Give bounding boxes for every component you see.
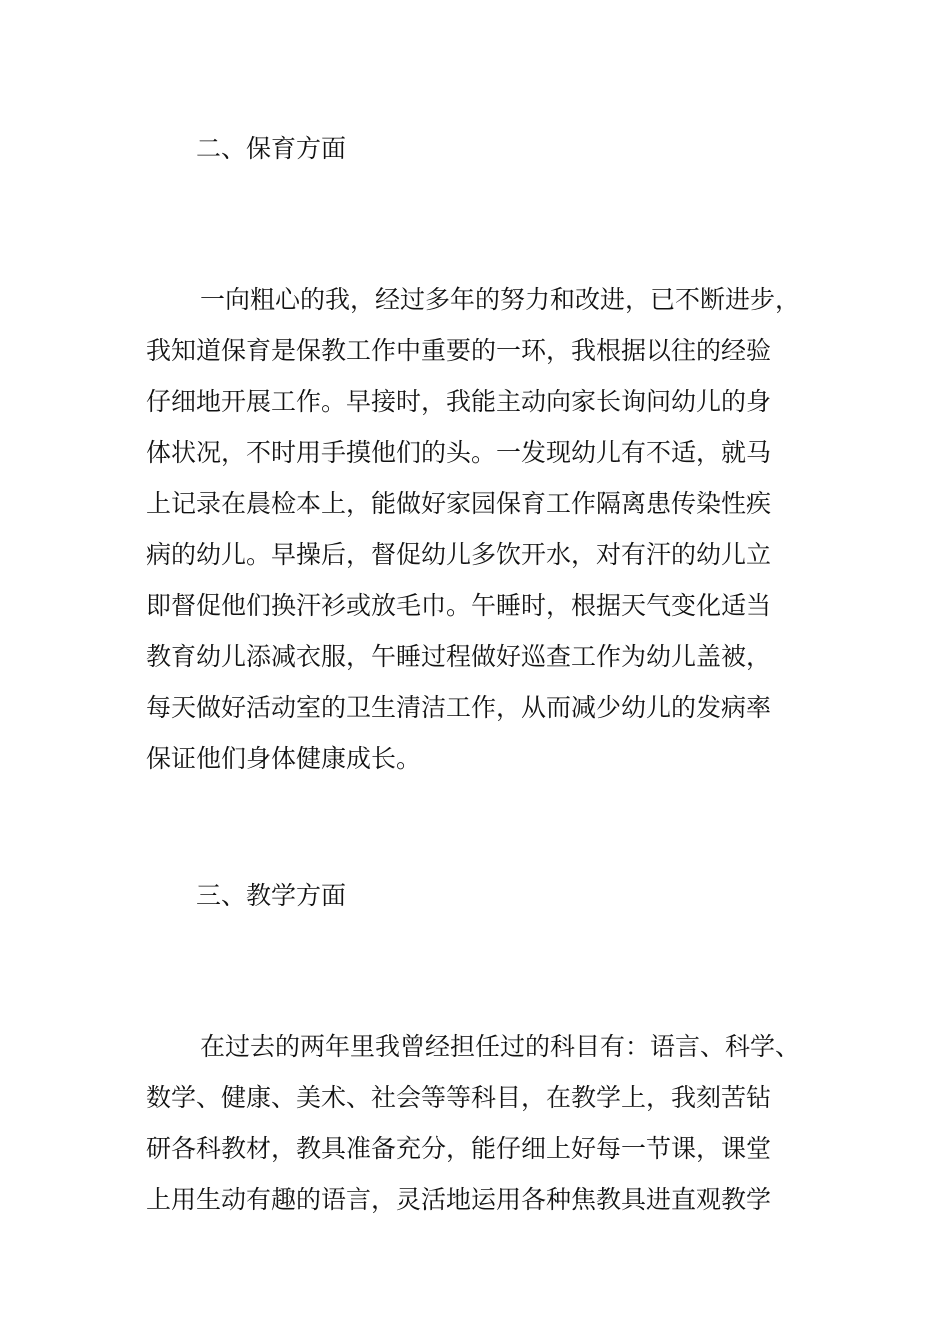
paragraph-childcare <box>146 274 826 784</box>
paragraph-line: 研各科教材，教具准备充分，能仔细上好每一节课，课堂 <box>146 1134 772 1163</box>
paragraph-line: 在过去的两年里我曾经担任过的科目有：语言、科学、 <box>200 1032 801 1061</box>
paragraph-line: 病的幼儿。早操后，督促幼儿多饮开水，对有汗的幼儿立 <box>146 540 772 569</box>
paragraph-line: 上记录在晨检本上，能做好家园保育工作隔离患传染性疾 <box>146 489 772 518</box>
section-heading-teaching: 三、教学方面 <box>196 881 347 910</box>
paragraph-line: 教育幼儿添减衣服，午睡过程做好巡查工作为幼儿盖被， <box>146 642 772 671</box>
paragraph-teaching <box>146 1021 826 1225</box>
section-heading-childcare: 二、保育方面 <box>196 134 347 163</box>
paragraph-line: 我知道保育是保教工作中重要的一环，我根据以往的经验 <box>146 336 772 365</box>
paragraph-line: 保证他们身体健康成长。 <box>146 744 422 773</box>
paragraph-line: 数学、健康、美术、社会等等科目，在教学上，我刻苦钻 <box>146 1083 772 1112</box>
paragraph-line: 仔细地开展工作。早接时，我能主动向家长询问幼儿的身 <box>146 387 772 416</box>
paragraph-line: 一向粗心的我，经过多年的努力和改进，已不断进步， <box>200 285 801 314</box>
paragraph-line: 体状况，不时用手摸他们的头。一发现幼儿有不适，就马 <box>146 438 772 467</box>
paragraph-line: 上用生动有趣的语言，灵活地运用各种焦教具进直观教学 <box>146 1185 772 1214</box>
paragraph-line: 即督促他们换汗衫或放毛巾。午睡时，根据天气变化适当 <box>146 591 772 620</box>
paragraph-line: 每天做好活动室的卫生清洁工作，从而减少幼儿的发病率 <box>146 693 772 722</box>
